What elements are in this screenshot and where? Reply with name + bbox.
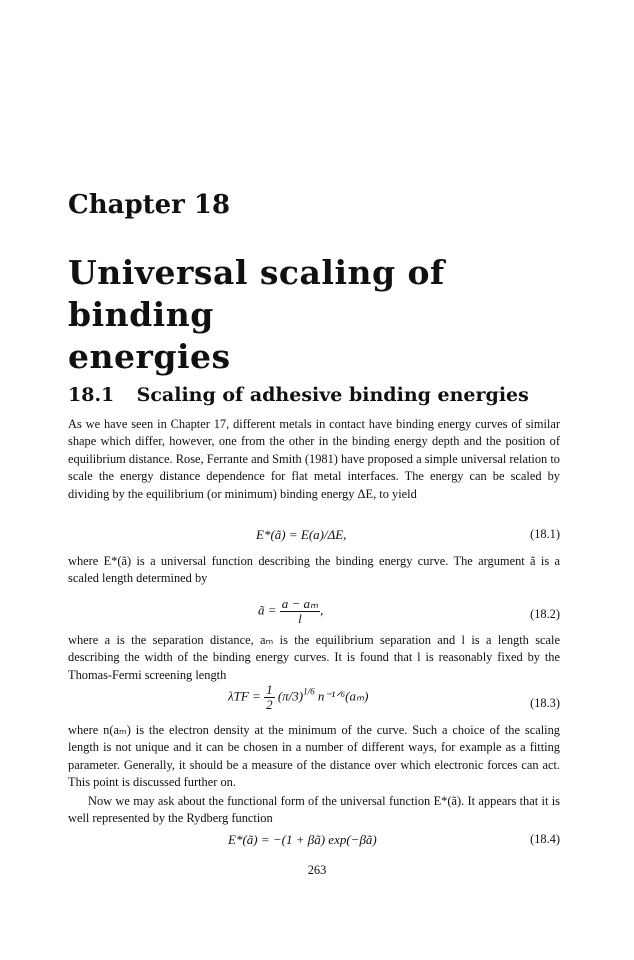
equation-number: (18.3) <box>530 696 560 710</box>
equation-power: 1/6 <box>303 686 315 697</box>
equation-number: (18.4) <box>530 832 560 846</box>
equation-18-2 <box>68 594 560 630</box>
chapter-label: Chapter 18 <box>68 190 231 220</box>
chapter-title-line-1: Universal scaling of binding <box>68 253 445 334</box>
equation-paren: (π/3) <box>277 688 304 704</box>
equation-fraction <box>280 597 320 626</box>
equation-body: E*(ã) = −(1 + βã) exp(−βã) <box>228 832 377 847</box>
section-heading <box>68 384 529 406</box>
chapter-title-line-2: energies <box>68 337 231 376</box>
equation-lhs: ã = <box>258 602 277 618</box>
paragraph-1: As we have seen in Chapter 17, different metals in contact have binding energy curves of similar shape which differ, however, one from the other in the binding energy depth and the position of equilibrium distance. Rose, Ferrante and Smith (1981) have proposed a simple universal relation to scale the energy distance dependence for flat metal interfaces. The energy can be scaled by dividing by the equilibrium (or minimum) binding energy ΔE, to yield <box>68 417 560 501</box>
equation-body: E*(ã) = E(a)/ΔE, <box>256 527 347 542</box>
equation-number: (18.2) <box>530 607 560 621</box>
paragraph-3: where a is the separation distance, aₘ is the equilibrium separation and l is a length scale describing the width of the binding energy curves. It is found that l is reasonably fixed by the Thomas-Fermi screening length <box>68 633 560 682</box>
paragraph-2: where E*(ã) is a universal function describing the binding energy curve. The argument ã is a scaled length determined by <box>68 554 560 586</box>
paragraph-5: Now we may ask about the functional form of the universal function E*(ã). It appears that it is well represented by the Rydberg function <box>68 794 560 826</box>
equation-body <box>228 683 368 712</box>
fraction-numerator: 1 <box>266 682 273 697</box>
equation-18-3 <box>68 683 560 719</box>
equation-18-1 <box>68 527 560 549</box>
equation-lhs: λTF = <box>228 688 261 704</box>
equation-rhs: n⁻¹ᐟ⁶(aₘ) <box>317 688 369 704</box>
section-title: Scaling of adhesive binding energies <box>136 384 529 406</box>
fraction-denominator: l <box>298 611 302 626</box>
page-number: 263 <box>307 863 327 877</box>
equation-number: (18.1) <box>530 527 560 541</box>
chapter-title <box>68 252 588 378</box>
equation-body <box>258 597 323 626</box>
fraction-denominator: 2 <box>266 697 273 712</box>
fraction-numerator: a − aₘ <box>281 596 319 611</box>
section-number: 18.1 <box>68 384 115 406</box>
equation-fraction <box>264 683 275 712</box>
paragraph-4: where n(aₘ) is the electron density at the minimum of the curve. Such a choice of the scaling length is not unique and it can be chosen in a number of different ways, for example as a fitting parameter. Generally, it should be a measure of the distance over which electronic forces can act. This point is discussed further on. <box>68 723 560 790</box>
equation-18-4 <box>68 832 560 854</box>
equation-tail: , <box>320 602 324 618</box>
